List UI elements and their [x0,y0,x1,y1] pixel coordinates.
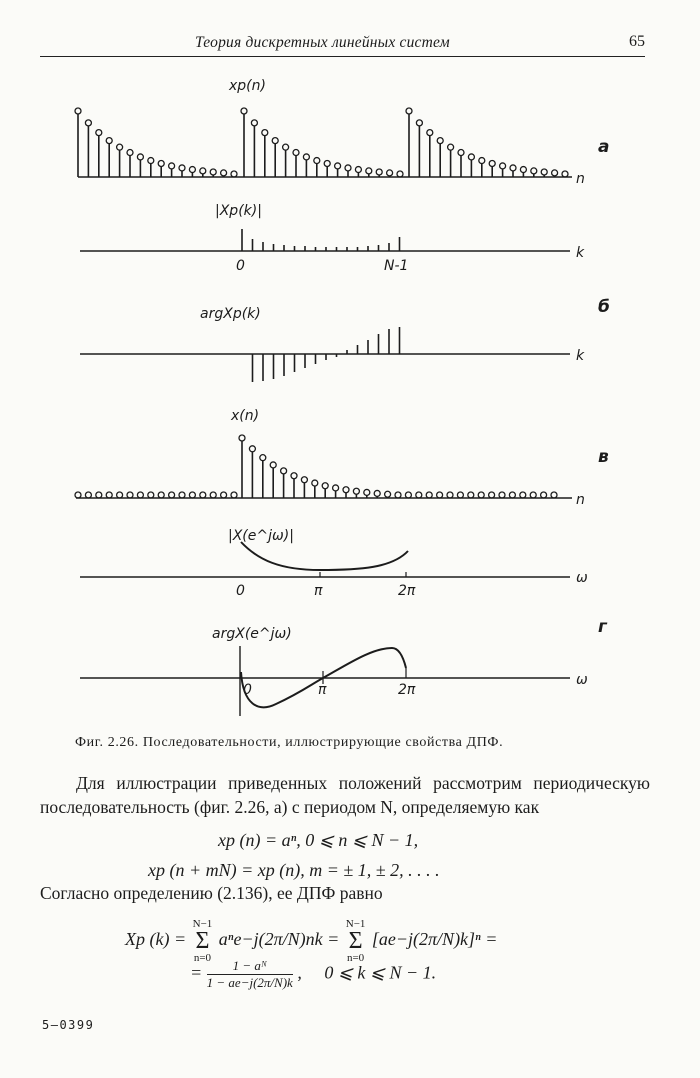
panel-title-arg-ft: argX(e^jω) [212,626,292,642]
stem-marker-159 [333,485,339,491]
stem-marker-48 [324,161,330,167]
stem-marker-67 [427,130,433,136]
stem-marker-15 [148,158,154,164]
stem-marker-132 [158,492,164,498]
panel-letter-g: г [598,617,607,637]
equation-definition: xp (n) = aⁿ, 0 ⩽ n ⩽ N − 1, [218,830,419,850]
panel-title-a: xp(n) [229,78,266,94]
curve-mag-ft [241,542,408,570]
stem-marker-130 [137,492,143,498]
stem-marker-182 [520,492,526,498]
eq3-lhs: Xp (k) = [125,929,187,950]
tick-label-2pi-arg: 2π [398,682,416,698]
stem-marker-32 [241,108,247,114]
stem-marker-151 [291,473,297,479]
stem-marker-17 [158,161,164,167]
stem-plots [75,108,568,498]
tick-label-0-arg: 0 [243,682,252,698]
stem-marker-19 [169,163,175,169]
stem-marker-161 [343,487,349,493]
stem-marker-149 [281,468,287,474]
paragraph-dft: Согласно определению (2.136), ее ДПФ равно [40,883,383,903]
sum-lower-2: n=0 [346,952,365,964]
stem-marker-134 [179,492,185,498]
stem-marker-60 [387,170,393,176]
eq3-rhs: [ae−j(2π/N)k]ⁿ = [371,929,498,950]
fraction-denominator: 1 − ae−j(2π/N)k [206,975,293,990]
stem-marker-131 [148,492,154,498]
stem-marker-133 [169,492,175,498]
sum-symbol-2: N−1 Σ n=0 [345,918,366,964]
stem-marker-52 [345,165,351,171]
stem-marker-27 [210,169,216,175]
printer-signature: 5—0399 [42,1018,95,1032]
stem-marker-56 [366,168,372,174]
stem-marker-125 [85,492,91,498]
stem-marker-137 [210,492,216,498]
sum-upper-2: N−1 [345,918,366,930]
stem-marker-38 [272,138,278,144]
stem-marker-13 [137,154,143,160]
panel-letter-b: б [598,297,610,317]
stem-marker-3 [85,120,91,126]
tick-label-0-dft: 0 [236,258,245,274]
stem-marker-1 [75,108,81,114]
axis-label-k-b: k [576,348,585,364]
stem-marker-36 [262,130,268,136]
equation-periodicity: xp (n + mN) = xp (n), m = ± 1, ± 2, . . . . [148,860,440,880]
tick-label-pi-mag: π [314,583,323,599]
fraction-numerator: 1 − aᴺ [207,958,293,975]
stem-marker-29 [221,170,227,176]
panel-title-mag-ft: |X(e^jω)| [228,528,294,544]
stem-marker-69 [437,138,443,144]
stem-marker-34 [251,120,257,126]
panel-title-b: argXp(k) [200,306,261,322]
stem-marker-85 [520,167,526,173]
stem-marker-172 [416,492,422,498]
stem-marker-50 [335,163,341,169]
stem-marker-129 [127,492,133,498]
panel-letter-v: в [598,447,609,467]
tick-label-2pi-mag: 2π [398,583,416,599]
stem-marker-23 [189,167,195,173]
stem-marker-165 [364,489,370,495]
stem-marker-157 [322,483,328,489]
stem-marker-46 [314,158,320,164]
stem-marker-61 [397,171,403,177]
figure-caption: Фиг. 2.26. Последовательности, иллюстрирующие свойства ДПФ. [75,735,504,750]
axis-label-omega-mag: ω [576,570,588,586]
stem-marker-167 [374,490,380,496]
sum-upper-1: N−1 [192,918,213,930]
stem-marker-147 [270,462,276,468]
stem-marker-21 [179,165,185,171]
stem-marker-175 [447,492,453,498]
stem-marker-124 [75,492,81,498]
tick-label-pi-arg: π [318,682,327,698]
axis-label-k-mag: k [576,245,585,261]
stem-marker-126 [96,492,102,498]
stem-marker-11 [127,150,133,156]
stem-marker-181 [509,492,515,498]
running-title: Теория дискретных линейных систем [195,34,450,51]
stem-marker-42 [293,150,299,156]
stem-marker-71 [448,144,454,150]
stem-marker-54 [355,167,361,173]
figure-2-26 [0,60,700,730]
stem-marker-79 [489,161,495,167]
stem-marker-179 [489,492,495,498]
stem-marker-73 [458,150,464,156]
stem-marker-92 [562,171,568,177]
stem-marker-138 [221,492,227,498]
stem-marker-5 [96,130,102,136]
stem-marker-40 [283,144,289,150]
stem-marker-44 [303,154,309,160]
stem-marker-155 [312,480,318,486]
stem-marker-89 [541,169,547,175]
stem-marker-170 [395,492,401,498]
stem-marker-136 [200,492,206,498]
panel-letter-a: а [598,137,610,157]
stem-marker-173 [426,492,432,498]
equation-dft-closed-form: = $\frac{\text{1 − aᴺ}}{1 - ae-j(2\pi/N)k}$ , 0 ⩽ k ⩽ N − 1. [190,958,437,990]
stem-marker-184 [541,492,547,498]
stem-marker-145 [260,455,266,461]
stem-marker-127 [106,492,112,498]
stem-marker-174 [437,492,443,498]
stem-marker-141 [239,435,245,441]
stem-marker-185 [551,492,557,498]
stem-marker-9 [117,144,123,150]
stem-marker-128 [117,492,123,498]
paragraph-intro [40,771,650,819]
stem-marker-77 [479,158,485,164]
stem-marker-63 [406,108,412,114]
stem-marker-81 [500,163,506,169]
axis-label-n-v: n [576,492,585,508]
stem-marker-180 [499,492,505,498]
stem-marker-7 [106,138,112,144]
stem-marker-177 [468,492,474,498]
paragraph-intro-text: Для иллюстрации приведенных положений рассмотрим периодическую последовательность (фиг. 2.26, а) с периодом N, определяемую как [40,773,650,817]
stem-marker-75 [468,154,474,160]
stem-marker-171 [405,492,411,498]
eq4-condition: 0 ⩽ k ⩽ N − 1. [324,962,437,983]
stem-marker-163 [353,488,359,494]
axis-label-omega-arg: ω [576,672,588,688]
axis-label-n-a: n [576,171,585,187]
stem-marker-87 [531,168,537,174]
stem-marker-83 [510,165,516,171]
stem-marker-139 [231,492,237,498]
stem-marker-30 [231,171,237,177]
panel-title-v: x(n) [231,408,260,424]
panel-title-mag-dft: |Xp(k)| [215,203,262,219]
stem-marker-58 [376,169,382,175]
stem-marker-25 [200,168,206,174]
running-header [40,30,645,57]
stem-marker-176 [457,492,463,498]
stem-marker-91 [552,170,558,176]
tick-label-n-minus-1: N-1 [384,258,409,274]
sum-lower-1: n=0 [193,952,212,964]
sum-symbol-1: N−1 Σ n=0 [192,918,213,964]
stem-marker-178 [478,492,484,498]
stem-marker-183 [530,492,536,498]
fraction [207,958,293,991]
stem-marker-169 [385,491,391,497]
stem-marker-65 [416,120,422,126]
tick-label-0-mag: 0 [236,583,245,599]
stem-marker-153 [301,477,307,483]
page-number: 65 [629,33,645,50]
eq3-mid: aⁿe−j(2π/N)nk = [218,929,340,950]
stem-marker-135 [189,492,195,498]
stem-marker-143 [249,446,255,452]
